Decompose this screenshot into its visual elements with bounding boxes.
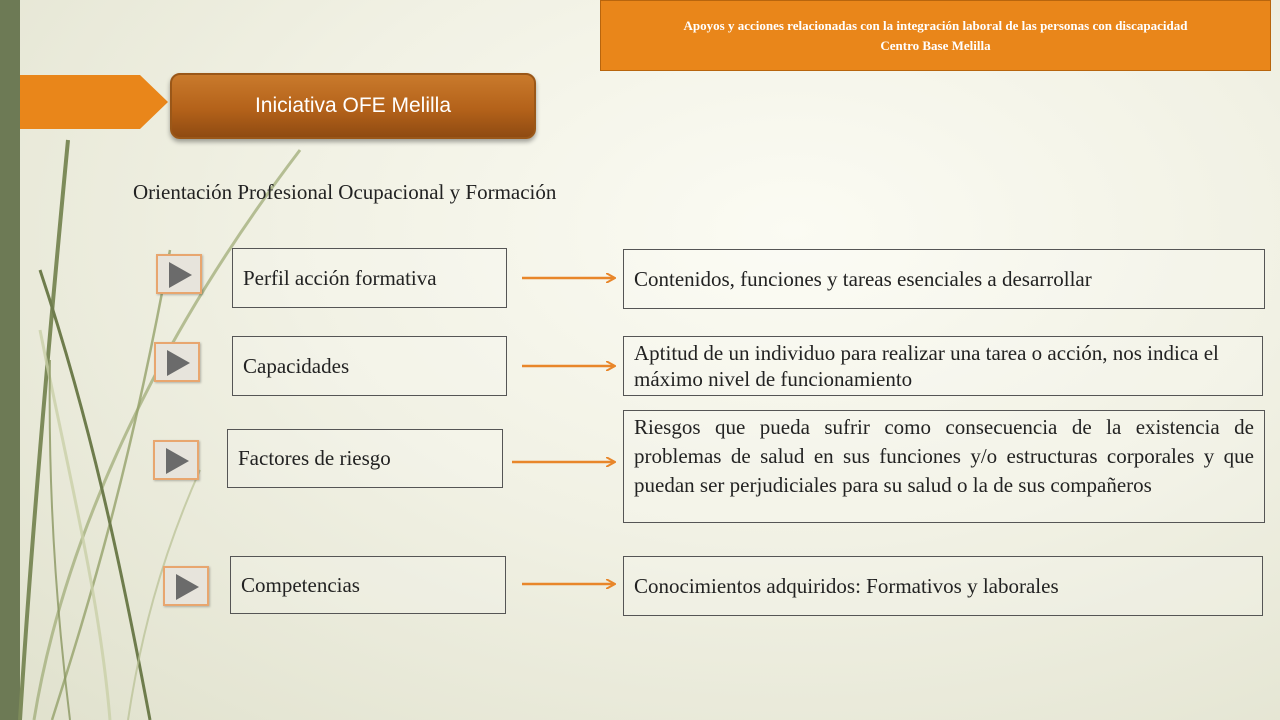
header-banner xyxy=(600,0,1271,71)
row-label-capacidades: Capacidades xyxy=(232,336,507,396)
title-button[interactable]: Iniciativa OFE Melilla xyxy=(170,73,536,139)
play-icon[interactable] xyxy=(156,254,202,294)
row-label-competencias: Competencias xyxy=(230,556,506,614)
row-desc-competencias: Conocimientos adquiridos: Formativos y laborales xyxy=(623,556,1263,616)
row-desc-factores: Riesgos que pueda sufrir como consecuencia de la existencia de problemas de salud en sus funciones y/o estructuras corporales y que puedan ser perjudiciales para su salud o la de sus compañeros xyxy=(623,410,1265,523)
play-icon[interactable] xyxy=(153,440,199,480)
row-label-perfil: Perfil acción formativa xyxy=(232,248,507,308)
row-desc-perfil: Contenidos, funciones y tareas esenciales a desarrollar xyxy=(623,249,1265,309)
header-line-2: Centro Base Melilla xyxy=(880,37,991,53)
arrow-pointer-shape xyxy=(20,75,168,129)
row-label-factores: Factores de riesgo xyxy=(227,429,503,488)
row-desc-capacidades: Aptitud de un individuo para realizar una tarea o acción, nos indica el máximo nivel de funcionamiento xyxy=(623,336,1263,396)
header-line-1: Apoyos y acciones relacionadas con la integración laboral de las personas con discapacidad xyxy=(683,17,1188,33)
play-icon[interactable] xyxy=(163,566,209,606)
page-subtitle: Orientación Profesional Ocupacional y Formación xyxy=(133,180,557,204)
play-icon[interactable] xyxy=(154,342,200,382)
